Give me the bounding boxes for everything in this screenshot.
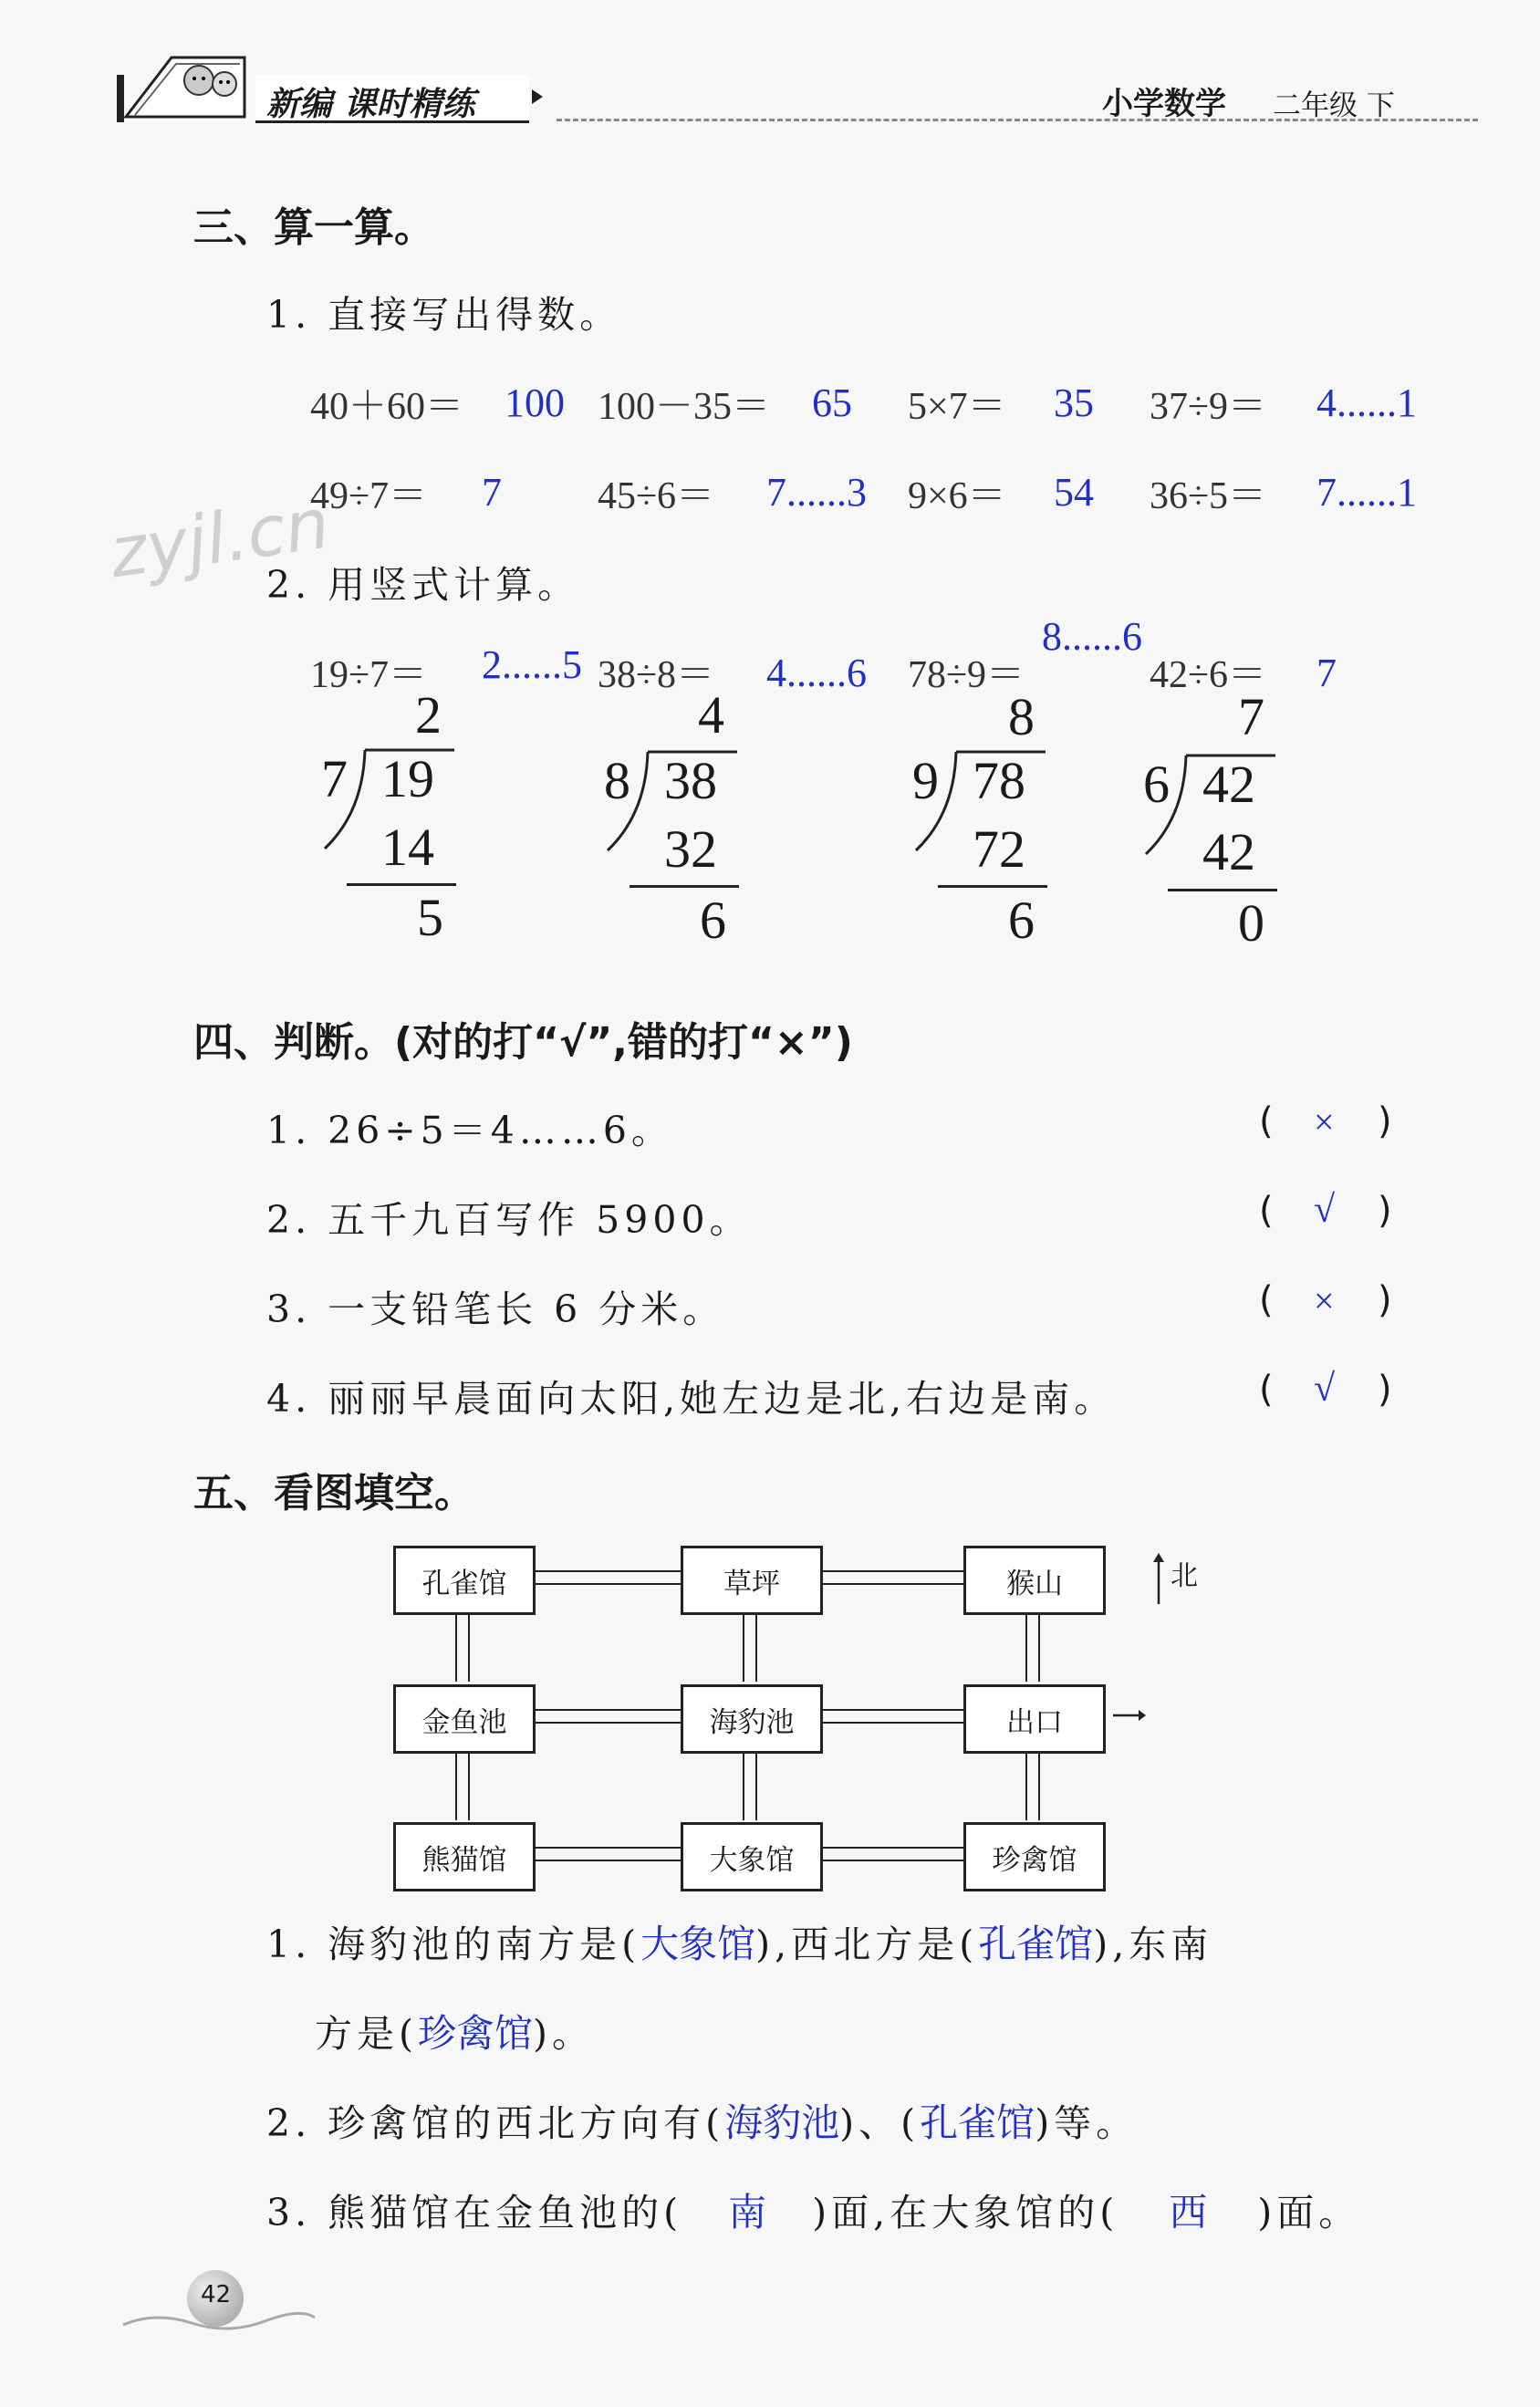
page-number: 42 — [201, 2281, 232, 2308]
vcalc-expr: 42÷6＝ — [1150, 654, 1267, 696]
judge-paren-close: ) — [1378, 1369, 1392, 1411]
header-bar-left — [117, 75, 124, 122]
s5-text: 3. 熊猫馆在金鱼池的( — [266, 2191, 683, 2235]
ld-dividend: 78 — [973, 751, 1025, 810]
calc-answer: 54 — [1054, 470, 1094, 515]
map-path — [455, 1610, 470, 1682]
calc-answer: 7......3 — [766, 470, 867, 515]
calc-expr: 49÷7＝ — [310, 475, 428, 517]
ld-line — [938, 885, 1047, 888]
ld-divisor: 6 — [1143, 755, 1170, 814]
ld-remainder: 6 — [1008, 891, 1035, 950]
map-cell: 海豹池 — [681, 1684, 823, 1754]
judge-mark: × — [1314, 1280, 1335, 1321]
judge-mark: × — [1314, 1101, 1335, 1142]
ld-quotient: 8 — [1008, 687, 1035, 746]
judge-item: 1. 26÷5＝4……6。 — [266, 1109, 673, 1152]
calc-expr: 36÷5＝ — [1150, 475, 1267, 517]
judge-paren-close: ) — [1378, 1279, 1392, 1321]
ld-quotient: 4 — [698, 685, 724, 745]
vcalc-answer: 4......6 — [766, 651, 867, 695]
s5-text: )。 — [533, 2012, 595, 2056]
header-subject: 小学数学 — [1102, 86, 1226, 122]
s5-answer: 孔雀馆 — [920, 2100, 1035, 2145]
section3-q1-title: 1. 直接写出得数。 — [266, 293, 622, 337]
judge-item: 4. 丽丽早晨面向太阳,她左边是北,右边是南。 — [266, 1377, 1117, 1421]
map-cell: 金鱼池 — [393, 1684, 536, 1754]
map-path — [1025, 1610, 1040, 1682]
judge-item: 3. 一支铅笔长 6 分米。 — [266, 1287, 725, 1331]
calc-answer: 100 — [505, 380, 565, 425]
book-title: 新编 课时精练 — [266, 86, 475, 123]
section3-title: 三、算一算。 — [193, 204, 434, 251]
calc-expr: 100－35＝ — [598, 386, 771, 428]
ld-line — [630, 885, 739, 888]
ld-divisor: 7 — [321, 749, 348, 808]
s5-text: ),西北方是( — [755, 1922, 979, 1966]
s5-answer: 珍禽馆 — [418, 2011, 534, 2056]
s5-text: )面,在大象馆的( — [812, 2191, 1119, 2235]
calc-expr: 40＋60＝ — [310, 386, 464, 428]
judge-mark: √ — [1314, 1189, 1336, 1231]
s5-text: )等。 — [1035, 2101, 1139, 2145]
map-path — [530, 1709, 681, 1724]
ld-remainder: 0 — [1238, 893, 1264, 953]
ld-product: 32 — [664, 819, 717, 879]
calc-answer: 7......1 — [1316, 470, 1417, 515]
calc-expr: 37÷9＝ — [1150, 386, 1267, 428]
vcalc-answer: 8......6 — [1042, 614, 1142, 659]
vcalc-answer: 7 — [1316, 651, 1337, 695]
judge-item: 2. 五千九百写作 5900。 — [266, 1198, 752, 1242]
map-cell: 大象馆 — [681, 1822, 823, 1891]
s5-q1-text — [315, 2004, 594, 2058]
ld-dividend: 19 — [381, 749, 434, 808]
map-cell: 草坪 — [681, 1546, 823, 1615]
map-path — [817, 1709, 963, 1724]
ld-product: 14 — [381, 818, 434, 877]
north-arrow-icon — [1151, 1551, 1166, 1606]
judge-paren-close: ) — [1378, 1100, 1392, 1142]
s5-text: 1. 海豹池的南方是( — [266, 1922, 641, 1966]
map-path — [817, 1570, 963, 1585]
map-cell: 猴山 — [963, 1546, 1106, 1615]
ld-quotient: 7 — [1238, 687, 1264, 746]
s5-q2-text — [266, 2093, 1138, 2148]
map-path — [455, 1748, 470, 1820]
ld-line — [1168, 889, 1277, 891]
ld-remainder: 5 — [417, 888, 443, 947]
judge-paren-open: ( — [1259, 1190, 1274, 1232]
ld-dividend: 42 — [1202, 755, 1255, 814]
s5-text: 2. 珍禽馆的西北方向有( — [266, 2101, 725, 2145]
s5-answer: 海豹池 — [724, 2100, 840, 2145]
map-path — [743, 1610, 757, 1682]
map-path — [743, 1748, 757, 1820]
section3-q2-title: 2. 用竖式计算。 — [266, 563, 580, 607]
header-book-icon — [117, 44, 254, 126]
calc-answer: 35 — [1054, 380, 1094, 425]
s5-answer: 大象馆 — [640, 1922, 756, 1966]
map-cell: 出口 — [963, 1684, 1106, 1754]
s5-text: )面。 — [1257, 2191, 1361, 2235]
calc-answer: 7 — [482, 470, 502, 515]
judge-paren-open: ( — [1259, 1100, 1274, 1142]
ld-line — [347, 883, 456, 886]
map-path — [530, 1847, 681, 1861]
ld-quotient: 2 — [415, 685, 442, 745]
watermark: zyjl.cn — [104, 482, 335, 594]
calc-expr: 5×7＝ — [908, 386, 1006, 428]
ld-remainder: 6 — [700, 891, 726, 950]
calc-answer: 65 — [812, 380, 852, 425]
map-cell: 孔雀馆 — [393, 1546, 536, 1615]
judge-mark: √ — [1314, 1368, 1336, 1410]
map-cell: 珍禽馆 — [963, 1822, 1106, 1891]
section5-title: 五、看图填空。 — [193, 1470, 474, 1516]
ld-product: 72 — [973, 819, 1025, 879]
s5-answer: 西 — [1169, 2190, 1208, 2235]
s5-text: )、( — [839, 2101, 921, 2145]
ld-product: 42 — [1202, 822, 1255, 881]
judge-paren-close: ) — [1378, 1190, 1392, 1232]
calc-expr: 45÷6＝ — [598, 475, 715, 517]
map-cell: 熊猫馆 — [393, 1822, 536, 1891]
s5-q1-text — [266, 1914, 1212, 1969]
calc-answer: 4......1 — [1316, 380, 1417, 425]
calc-expr: 9×6＝ — [908, 475, 1006, 517]
ld-divisor: 9 — [912, 751, 939, 810]
footer-wave-icon — [119, 2307, 319, 2334]
exit-arrow-icon — [1111, 1708, 1148, 1723]
vcalc-expr: 38÷8＝ — [598, 654, 715, 696]
vcalc-expr: 19÷7＝ — [310, 654, 428, 696]
section4-title: 四、判断。(对的打“√”,错的打“×”) — [193, 1019, 853, 1066]
vcalc-answer: 2......5 — [482, 642, 582, 687]
ld-dividend: 38 — [664, 751, 717, 810]
judge-paren-open: ( — [1259, 1279, 1274, 1321]
header-grade: 二年级 下 — [1273, 89, 1395, 122]
s5-text: 方是( — [315, 2012, 418, 2056]
judge-paren-open: ( — [1259, 1369, 1274, 1411]
s5-q3-text — [266, 2183, 1360, 2237]
vcalc-expr: 78÷9＝ — [908, 654, 1025, 696]
s5-text: ),东南 — [1093, 1922, 1213, 1966]
north-label: 北 — [1171, 1560, 1198, 1592]
ld-divisor: 8 — [604, 751, 630, 810]
s5-answer: 孔雀馆 — [978, 1922, 1094, 1966]
map-path — [817, 1847, 963, 1861]
header-arrow-icon — [532, 89, 543, 104]
s5-answer: 南 — [728, 2190, 767, 2235]
map-path — [1025, 1748, 1040, 1820]
map-path — [530, 1570, 681, 1585]
